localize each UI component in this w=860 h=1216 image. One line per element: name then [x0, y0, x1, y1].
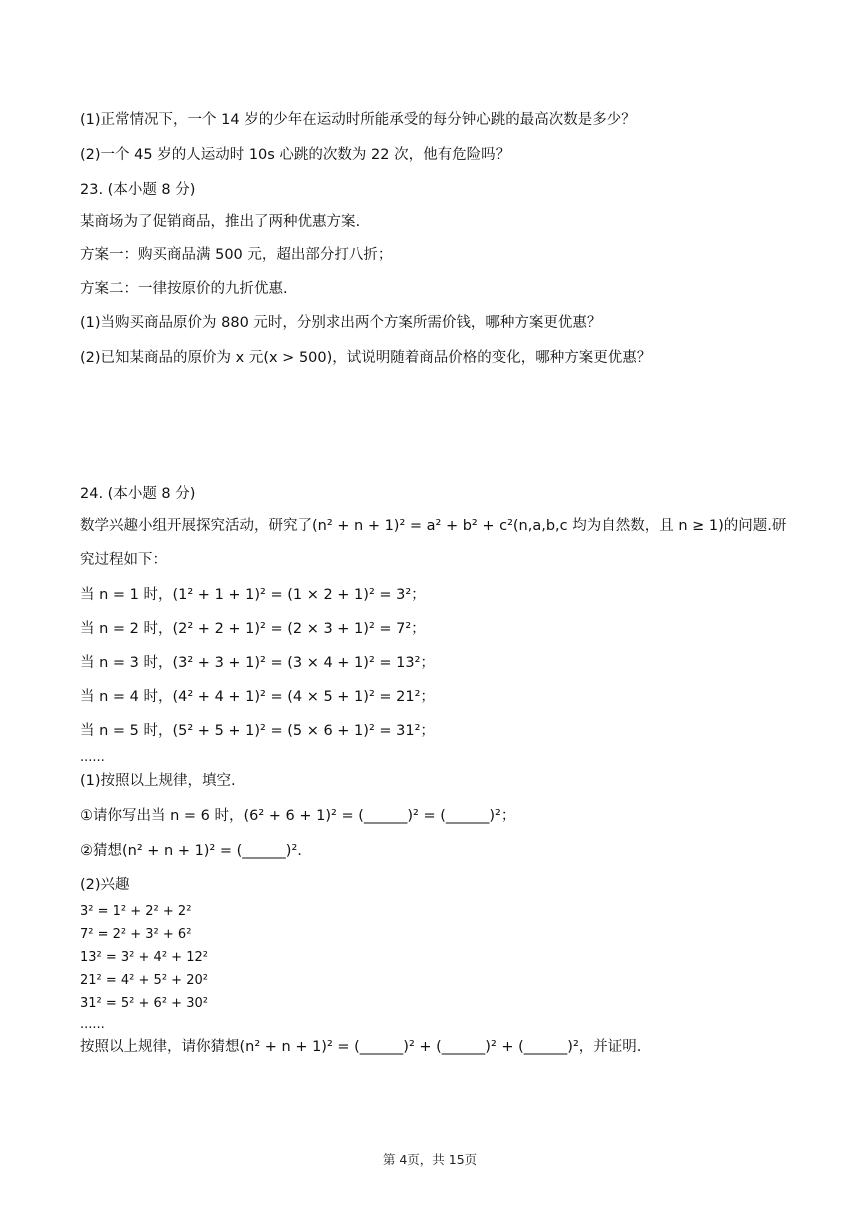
q24-ellipsis-2: ......	[80, 1017, 105, 1032]
q24-case-n2: 当 n = 2 时，(2² + 2 + 1)² = (2 × 3 + 1)² = 7²；	[80, 621, 426, 637]
q22-part1: (1)正常情况下，一个 14 岁的少年在运动时所能承受的每分钟心跳的最高次数是多少？	[80, 112, 636, 128]
q24-intro-line2: 究过程如下：	[80, 552, 167, 568]
q24-case-n1: 当 n = 1 时，(1² + 1 + 1)² = (1 × 2 + 1)² = 3²；	[80, 587, 426, 603]
q23-part2: (2)已知某商品的原价为 x 元(x > 500)，试说明随着商品价格的变化，哪种方案更优惠？	[80, 350, 652, 366]
q24-part1-title: (1)按照以上规律，填空.	[80, 773, 236, 789]
q24-case-n4: 当 n = 4 时，(4² + 4 + 1)² = (4 × 5 + 1)² = 21²；	[80, 689, 435, 705]
q24-case-n5: 当 n = 5 时，(5² + 5 + 1)² = (5 × 6 + 1)² = 31²；	[80, 723, 435, 739]
page-footer: 第 4页，共 15页	[382, 1152, 478, 1167]
q24-header: 24. (本小题 8 分)	[80, 486, 196, 502]
identity-row: 13² = 3² + 4² + 12²	[80, 950, 208, 965]
q24-ellipsis: ......	[80, 750, 105, 765]
q24-part2-title: (2)兴趣	[80, 877, 130, 893]
identity-row: 21² = 4² + 5² + 20²	[80, 973, 208, 988]
q23-part1: (1)当购买商品原价为 880 元时，分别求出两个方案所需价钱，哪种方案更优惠？	[80, 315, 602, 331]
q23-plan1: 方案一：购买商品满 500 元，超出部分打八折；	[80, 247, 393, 263]
q24-part1-b: ②猜想(n² + n + 1)² = (______)².	[80, 843, 302, 859]
q23-header: 23. (本小题 8 分)	[80, 182, 196, 198]
q23-plan2: 方案二：一律按原价的九折优惠.	[80, 281, 288, 297]
q24-part1-a: ①请你写出当 n = 6 时，(6² + 6 + 1)² = (______)² = (______)²；	[80, 808, 516, 824]
identity-row: 3² = 1² + 2² + 2²	[80, 904, 192, 919]
q24-intro-line1: 数学兴趣小组开展探究活动，研究了(n² + n + 1)² = a² + b² + c²(n,a,b,c 均为自然数，且 n ≥ 1)的问题.研	[80, 518, 787, 534]
identity-row: 31² = 5² + 6² + 30²	[80, 996, 208, 1011]
q22-part2: (2)一个 45 岁的人运动时 10s 心跳的次数为 22 次，他有危险吗？	[80, 147, 511, 163]
q24-part2-question: 按照以上规律，请你猜想(n² + n + 1)² = (______)² + (______)² + (______)²，并证明.	[80, 1039, 642, 1055]
identity-row: 7² = 2² + 3² + 6²	[80, 927, 192, 942]
q23-intro: 某商场为了促销商品，推出了两种优惠方案.	[80, 214, 361, 230]
q24-case-n3: 当 n = 3 时，(3² + 3 + 1)² = (3 × 4 + 1)² = 13²；	[80, 655, 435, 671]
